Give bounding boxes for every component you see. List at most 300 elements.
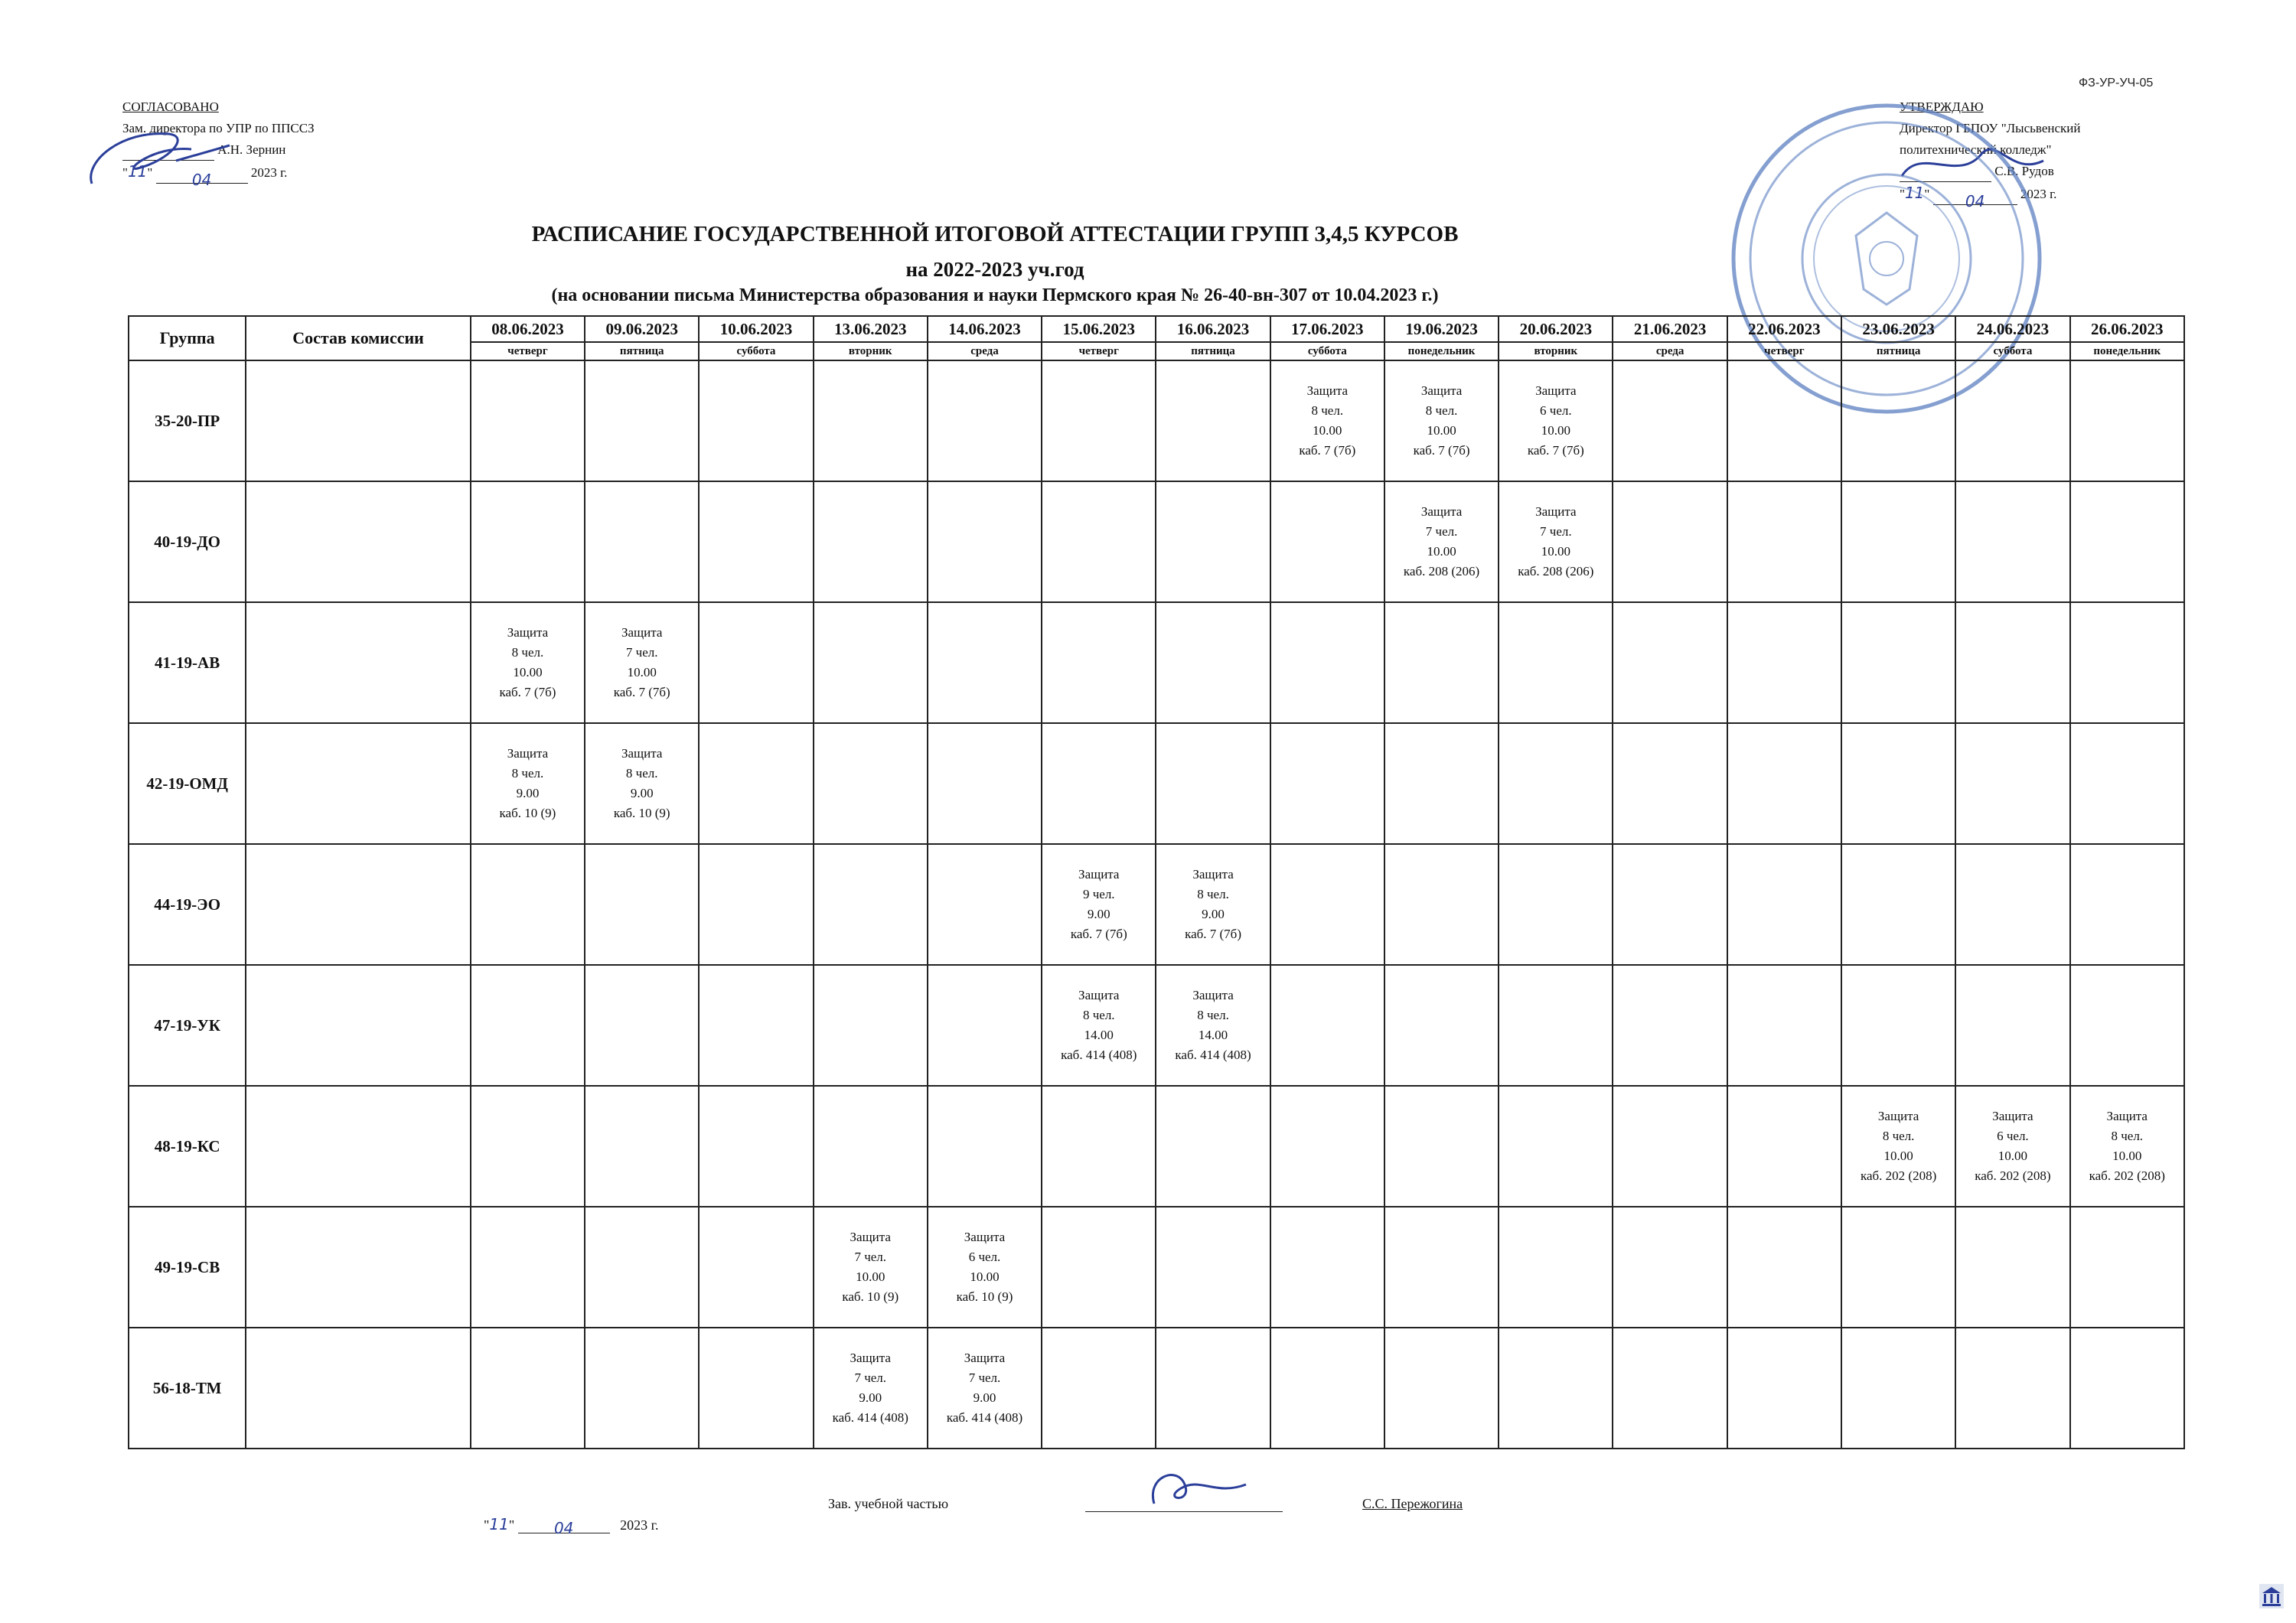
exam-cell <box>2070 1086 2184 1207</box>
exam-cell <box>471 723 585 844</box>
exam-cell-line: каб. 10 (9) <box>956 1289 1013 1304</box>
exam-cell-line: Защита <box>507 625 549 640</box>
empty-cell <box>2070 965 2184 1086</box>
exam-cell-line: 10.00 <box>1541 423 1570 438</box>
empty-cell <box>1841 844 1955 965</box>
exam-cell-line: 10.00 <box>1541 544 1570 559</box>
exam-cell-line: 8 чел. <box>511 766 544 781</box>
exam-cell-line: каб. 208 (206) <box>1518 564 1594 578</box>
empty-cell <box>699 723 813 844</box>
column-header-group: Группа <box>129 316 246 360</box>
empty-cell <box>1613 360 1727 481</box>
group-name: 44-19-ЭО <box>129 844 246 965</box>
exam-cell-line: каб. 10 (9) <box>613 806 670 820</box>
approval-right-position-line1: Директор ГБПОУ "Лысьвенский <box>1900 121 2081 135</box>
exam-cell-line: каб. 202 (208) <box>2089 1168 2165 1183</box>
empty-cell <box>2070 723 2184 844</box>
empty-cell <box>1499 1086 1613 1207</box>
exam-cell-line: каб. 208 (206) <box>1403 564 1480 578</box>
empty-cell <box>814 360 928 481</box>
footer-date: "11" 04 2023 г. <box>484 1515 659 1537</box>
table-row <box>129 360 2184 481</box>
exam-cell-line: 6 чел. <box>1997 1129 2029 1143</box>
empty-cell <box>699 844 813 965</box>
exam-cell-line: 9.00 <box>630 786 654 800</box>
empty-cell <box>1384 602 1499 723</box>
signature-footer-mark <box>1139 1462 1254 1515</box>
exam-cell-line: 7 чел. <box>1425 524 1458 539</box>
empty-cell <box>1841 1207 1955 1328</box>
empty-cell <box>1156 602 1270 723</box>
exam-cell-line: каб. 10 (9) <box>499 806 556 820</box>
approval-left-date: "11" 04 2023 г. <box>122 162 288 189</box>
empty-cell <box>699 602 813 723</box>
empty-cell <box>1727 1086 1841 1207</box>
group-name: 35-20-ПР <box>129 360 246 481</box>
date-header: 14.06.2023 <box>928 316 1042 342</box>
exam-cell-line: Защита <box>1420 504 1463 519</box>
exam-cell-line: Защита <box>1535 504 1577 519</box>
empty-cell <box>1499 1207 1613 1328</box>
exam-cell-line: каб. 414 (408) <box>832 1410 908 1425</box>
empty-cell <box>1270 1086 1384 1207</box>
date-header: 23.06.2023 <box>1841 316 1955 342</box>
exam-cell-line: 8 чел. <box>1882 1129 1915 1143</box>
date-header: 24.06.2023 <box>1955 316 2069 342</box>
exam-cell-line: 8 чел. <box>1082 1008 1115 1022</box>
exam-cell-line: 7 чел. <box>854 1370 887 1385</box>
empty-cell <box>699 360 813 481</box>
table-row <box>129 602 2184 723</box>
table-row <box>129 481 2184 602</box>
exam-cell-line: Защита <box>2106 1109 2148 1123</box>
exam-cell <box>1384 481 1499 602</box>
exam-cell-line: 9 чел. <box>1082 887 1115 901</box>
exam-cell-line: 8 чел. <box>511 645 544 660</box>
exam-cell-line: Защита <box>1192 867 1234 882</box>
date-header: 21.06.2023 <box>1613 316 1727 342</box>
weekday-header: понедельник <box>1384 342 1499 360</box>
exam-cell <box>1499 360 1613 481</box>
empty-cell <box>699 1328 813 1449</box>
empty-cell <box>928 360 1042 481</box>
footer-year: 2023 г. <box>620 1517 659 1533</box>
empty-cell <box>699 1086 813 1207</box>
date-header: 26.06.2023 <box>2070 316 2184 342</box>
exam-cell-line: 10.00 <box>1313 423 1342 438</box>
empty-cell <box>585 1207 699 1328</box>
commission-cell <box>246 723 471 844</box>
empty-cell <box>585 481 699 602</box>
date-header: 13.06.2023 <box>814 316 928 342</box>
approval-right-name: С.В. Рудов <box>1994 164 2054 178</box>
exam-cell <box>814 1328 928 1449</box>
commission-cell <box>246 360 471 481</box>
building-icon <box>2258 1582 2285 1610</box>
commission-cell <box>246 965 471 1086</box>
empty-cell <box>1156 1207 1270 1328</box>
empty-cell <box>471 360 585 481</box>
empty-cell <box>1042 1086 1156 1207</box>
approval-right-heading: УТВЕРЖДАЮ <box>1900 99 1984 114</box>
empty-cell <box>1156 1328 1270 1449</box>
approval-right-year: 2023 г. <box>2020 187 2057 201</box>
weekday-header: понедельник <box>2070 342 2184 360</box>
exam-cell-line: каб. 7 (7б) <box>1185 927 1241 941</box>
empty-cell <box>1270 1328 1384 1449</box>
date-header: 20.06.2023 <box>1499 316 1613 342</box>
empty-cell <box>1841 481 1955 602</box>
exam-cell-line: каб. 7 (7б) <box>1527 443 1584 458</box>
empty-cell <box>1841 965 1955 1086</box>
empty-cell <box>1727 602 1841 723</box>
exam-cell-line: 6 чел. <box>1540 403 1572 418</box>
exam-cell <box>585 723 699 844</box>
exam-cell-line: 8 чел. <box>1425 403 1458 418</box>
empty-cell <box>1042 481 1156 602</box>
empty-cell <box>1156 481 1270 602</box>
date-header: 15.06.2023 <box>1042 316 1156 342</box>
empty-cell <box>1613 481 1727 602</box>
table-row <box>129 1207 2184 1328</box>
empty-cell <box>1841 602 1955 723</box>
empty-cell <box>814 481 928 602</box>
empty-cell <box>1499 1328 1613 1449</box>
weekday-header: суббота <box>1270 342 1384 360</box>
empty-cell <box>585 965 699 1086</box>
empty-cell <box>1270 481 1384 602</box>
group-name: 47-19-УК <box>129 965 246 1086</box>
exam-cell-line: 6 чел. <box>968 1250 1001 1264</box>
schedule-academic-year: на 2022-2023 уч.год <box>905 258 1084 281</box>
exam-cell-line: Защита <box>964 1351 1006 1365</box>
table-row <box>129 965 2184 1086</box>
empty-cell <box>1156 723 1270 844</box>
exam-cell-line: Защита <box>1420 383 1463 398</box>
empty-cell <box>814 965 928 1086</box>
exam-cell-line: каб. 7 (7б) <box>1413 443 1470 458</box>
exam-cell-line: 9.00 <box>1087 907 1110 921</box>
exam-cell-line: 10.00 <box>1883 1149 1913 1163</box>
group-name: 41-19-АВ <box>129 602 246 723</box>
group-name: 48-19-КС <box>129 1086 246 1207</box>
weekday-header: среда <box>928 342 1042 360</box>
weekday-header: пятница <box>1841 342 1955 360</box>
exam-cell-line: Защита <box>1078 867 1120 882</box>
footer-day: 11 <box>489 1515 509 1533</box>
approval-left-month: 04 <box>191 171 212 189</box>
approval-left-name: А.Н. Зернин <box>217 142 286 157</box>
empty-cell <box>1613 723 1727 844</box>
date-header: 08.06.2023 <box>471 316 585 342</box>
empty-cell <box>1727 481 1841 602</box>
exam-cell <box>1156 965 1270 1086</box>
empty-cell <box>585 1328 699 1449</box>
empty-cell <box>1727 844 1841 965</box>
empty-cell <box>471 1328 585 1449</box>
empty-cell <box>2070 1328 2184 1449</box>
approval-left-day: 11 <box>127 162 148 181</box>
exam-cell-line: Защита <box>1535 383 1577 398</box>
empty-cell <box>471 1086 585 1207</box>
empty-cell <box>928 481 1042 602</box>
exam-cell-line: 9.00 <box>859 1390 882 1405</box>
empty-cell <box>928 844 1042 965</box>
empty-cell <box>814 1086 928 1207</box>
empty-cell <box>1955 1328 2069 1449</box>
weekday-header: вторник <box>814 342 928 360</box>
exam-cell-line: 8 чел. <box>1311 403 1344 418</box>
empty-cell <box>1499 723 1613 844</box>
empty-cell <box>1499 844 1613 965</box>
empty-cell <box>1613 602 1727 723</box>
empty-cell <box>585 844 699 965</box>
commission-cell <box>246 602 471 723</box>
group-name: 56-18-ТМ <box>129 1328 246 1449</box>
empty-cell <box>1613 965 1727 1086</box>
empty-cell <box>1384 1207 1499 1328</box>
empty-cell <box>1613 1086 1727 1207</box>
exam-cell-line: 10.00 <box>513 665 543 680</box>
weekday-header: вторник <box>1499 342 1613 360</box>
empty-cell <box>471 965 585 1086</box>
exam-cell-line: 8 чел. <box>1197 887 1229 901</box>
exam-cell-line: каб. 7 (7б) <box>1299 443 1356 458</box>
empty-cell <box>1727 1207 1841 1328</box>
exam-cell-line: каб. 414 (408) <box>1061 1048 1137 1062</box>
empty-cell <box>1384 723 1499 844</box>
empty-cell <box>1955 723 2069 844</box>
exam-cell-line: каб. 202 (208) <box>1860 1168 1937 1183</box>
commission-cell <box>246 844 471 965</box>
empty-cell <box>585 360 699 481</box>
empty-cell <box>471 844 585 965</box>
exam-cell <box>1499 481 1613 602</box>
empty-cell <box>699 965 813 1086</box>
exam-cell-line: Защита <box>507 746 549 761</box>
exam-cell <box>1841 1086 1955 1207</box>
date-header: 17.06.2023 <box>1270 316 1384 342</box>
exam-cell-line: 10.00 <box>1998 1149 2028 1163</box>
footer-month: 04 <box>553 1519 574 1537</box>
empty-cell <box>1042 602 1156 723</box>
weekday-header: четверг <box>471 342 585 360</box>
exam-cell <box>928 1328 1042 1449</box>
exam-cell-line: каб. 414 (408) <box>946 1410 1023 1425</box>
table-row <box>129 844 2184 965</box>
exam-cell-line: 7 чел. <box>1540 524 1572 539</box>
empty-cell <box>1613 1207 1727 1328</box>
empty-cell <box>1384 1086 1499 1207</box>
empty-cell <box>1955 965 2069 1086</box>
exam-cell-line: Защита <box>621 746 663 761</box>
empty-cell <box>2070 360 2184 481</box>
exam-cell-line: 10.00 <box>2112 1149 2142 1163</box>
empty-cell <box>1156 360 1270 481</box>
approval-right-month: 04 <box>1965 192 1985 210</box>
table-row <box>129 1328 2184 1449</box>
exam-cell-line: Защита <box>1306 383 1349 398</box>
empty-cell <box>1156 1086 1270 1207</box>
exam-cell-line: 10.00 <box>1427 544 1456 559</box>
exam-cell-line: Защита <box>1078 988 1120 1002</box>
signature-left-mark <box>77 115 276 199</box>
empty-cell <box>2070 844 2184 965</box>
empty-cell <box>928 1086 1042 1207</box>
empty-cell <box>1042 723 1156 844</box>
empty-cell <box>1727 1328 1841 1449</box>
empty-cell <box>1841 1328 1955 1449</box>
weekday-header: суббота <box>699 342 813 360</box>
exam-cell-line: каб. 202 (208) <box>1975 1168 2051 1183</box>
schedule-table <box>128 315 2185 1449</box>
approval-left-year: 2023 г. <box>250 165 288 180</box>
empty-cell <box>1727 723 1841 844</box>
exam-cell-line: Защита <box>850 1351 891 1365</box>
weekday-header: пятница <box>1156 342 1270 360</box>
exam-cell <box>1042 965 1156 1086</box>
empty-cell <box>1955 360 2069 481</box>
exam-cell-line: каб. 10 (9) <box>842 1289 899 1304</box>
empty-cell <box>1613 1328 1727 1449</box>
commission-cell <box>246 1328 471 1449</box>
date-header: 22.06.2023 <box>1727 316 1841 342</box>
table-row <box>129 1086 2184 1207</box>
exam-cell-line: Защита <box>1192 988 1234 1002</box>
schedule-basis: (на основании письма Министерства образования и науки Пермского края № 26-40-вн-307 от 10.04.2023 г.) <box>551 285 1439 305</box>
empty-cell <box>1499 602 1613 723</box>
weekday-header: пятница <box>585 342 699 360</box>
date-header: 09.06.2023 <box>585 316 699 342</box>
approval-right-position-line2: политехнический колледж" <box>1900 142 2052 157</box>
exam-cell <box>1270 360 1384 481</box>
group-name: 49-19-СВ <box>129 1207 246 1328</box>
weekday-header: четверг <box>1727 342 1841 360</box>
date-header: 16.06.2023 <box>1156 316 1270 342</box>
exam-cell-line: каб. 7 (7б) <box>499 685 556 699</box>
document-code: ФЗ-УР-УЧ-05 <box>2079 77 2154 90</box>
exam-cell-line: Защита <box>1877 1109 1919 1123</box>
empty-cell <box>471 481 585 602</box>
date-header: 19.06.2023 <box>1384 316 1499 342</box>
empty-cell <box>1384 1328 1499 1449</box>
empty-cell <box>471 1207 585 1328</box>
empty-cell <box>2070 602 2184 723</box>
exam-cell-line: 7 чел. <box>854 1250 887 1264</box>
exam-cell-line: 14.00 <box>1198 1028 1228 1042</box>
empty-cell <box>814 723 928 844</box>
empty-cell <box>1613 844 1727 965</box>
commission-cell <box>246 481 471 602</box>
table-row <box>129 723 2184 844</box>
exam-cell <box>1156 844 1270 965</box>
empty-cell <box>928 965 1042 1086</box>
empty-cell <box>1727 965 1841 1086</box>
empty-cell <box>699 1207 813 1328</box>
exam-cell-line: каб. 7 (7б) <box>613 685 670 699</box>
exam-cell <box>1384 360 1499 481</box>
exam-cell-line: 8 чел. <box>1197 1008 1229 1022</box>
exam-cell-line: 7 чел. <box>968 1370 1001 1385</box>
approval-left-heading: СОГЛАСОВАНО <box>122 99 219 114</box>
empty-cell <box>2070 1207 2184 1328</box>
weekday-header: среда <box>1613 342 1727 360</box>
approval-left-position: Зам. директора по УПР по ППССЗ <box>122 121 315 135</box>
weekday-header: четверг <box>1042 342 1156 360</box>
empty-cell <box>1042 1328 1156 1449</box>
exam-cell-line: Защита <box>850 1230 891 1244</box>
empty-cell <box>585 1086 699 1207</box>
empty-cell <box>1955 844 2069 965</box>
empty-cell <box>1499 965 1613 1086</box>
schedule-table-body <box>129 360 2184 1449</box>
exam-cell-line: 10.00 <box>1427 423 1456 438</box>
exam-cell <box>585 602 699 723</box>
group-name: 42-19-ОМД <box>129 723 246 844</box>
exam-cell-line: 9.00 <box>1202 907 1225 921</box>
group-name: 40-19-ДО <box>129 481 246 602</box>
empty-cell <box>1042 360 1156 481</box>
empty-cell <box>1841 360 1955 481</box>
exam-cell-line: каб. 7 (7б) <box>1070 927 1127 941</box>
exam-cell-line: 9.00 <box>516 786 540 800</box>
empty-cell <box>1955 1207 2069 1328</box>
exam-cell-line: 14.00 <box>1084 1028 1114 1042</box>
empty-cell <box>699 481 813 602</box>
empty-cell <box>928 723 1042 844</box>
empty-cell <box>1270 602 1384 723</box>
exam-cell <box>471 602 585 723</box>
empty-cell <box>1270 1207 1384 1328</box>
exam-cell <box>814 1207 928 1328</box>
exam-cell-line: 10.00 <box>856 1269 885 1284</box>
empty-cell <box>1270 723 1384 844</box>
exam-cell-line: 10.00 <box>970 1269 1000 1284</box>
empty-cell <box>1384 844 1499 965</box>
empty-cell <box>1955 602 2069 723</box>
exam-cell-line: Защита <box>1992 1109 2033 1123</box>
exam-cell-line: Защита <box>621 625 663 640</box>
empty-cell <box>928 602 1042 723</box>
exam-cell-line: 9.00 <box>973 1390 996 1405</box>
exam-cell-line: Защита <box>964 1230 1006 1244</box>
approval-right-date: "11" 04 2023 г. <box>1900 184 2057 210</box>
exam-cell <box>1955 1086 2069 1207</box>
exam-cell-line: 8 чел. <box>2111 1129 2144 1143</box>
exam-cell-line: каб. 414 (408) <box>1175 1048 1251 1062</box>
empty-cell <box>1727 360 1841 481</box>
empty-cell <box>1270 965 1384 1086</box>
schedule-table-header <box>129 316 2184 360</box>
date-header: 10.06.2023 <box>699 316 813 342</box>
commission-cell <box>246 1207 471 1328</box>
exam-cell-line: 7 чел. <box>625 645 658 660</box>
empty-cell <box>1384 965 1499 1086</box>
exam-cell-line: 10.00 <box>627 665 657 680</box>
exam-cell-line: 8 чел. <box>625 766 658 781</box>
empty-cell <box>1270 844 1384 965</box>
exam-cell <box>1042 844 1156 965</box>
column-header-commission: Состав комиссии <box>246 316 471 360</box>
empty-cell <box>2070 481 2184 602</box>
footer-name: С.С. Пережогина <box>1362 1496 1463 1511</box>
exam-cell <box>928 1207 1042 1328</box>
schedule-title: РАСПИСАНИЕ ГОСУДАРСТВЕННОЙ ИТОГОВОЙ АТТЕСТАЦИИ ГРУПП 3,4,5 КУРСОВ <box>531 222 1459 246</box>
empty-cell <box>1042 1207 1156 1328</box>
footer-role: Зав. учебной частью <box>828 1496 949 1511</box>
empty-cell <box>814 602 928 723</box>
empty-cell <box>1841 723 1955 844</box>
